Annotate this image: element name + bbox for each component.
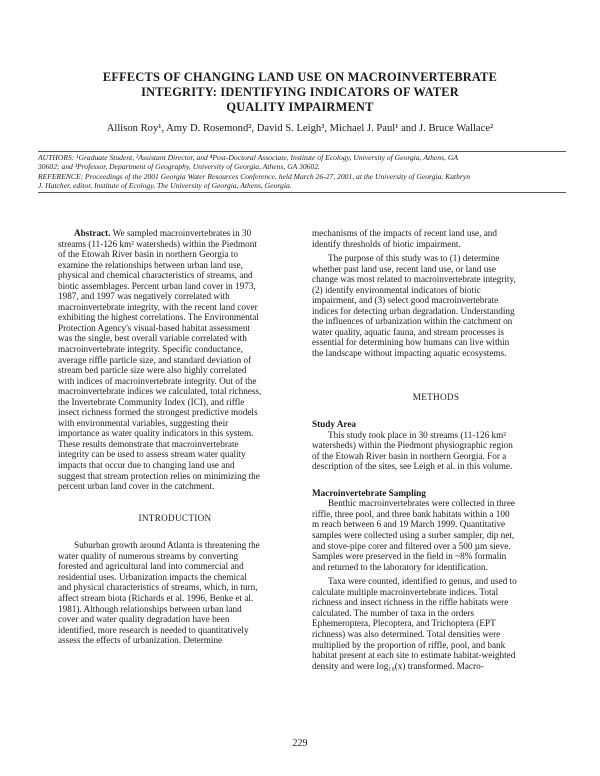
reference-line-1: Proceedings of the 2001 Georgia Water Resources Conference, held March 26-27, 2001, at the University of Georgia. Kathryn — [83, 171, 471, 181]
introduction-heading: INTRODUCTION — [138, 512, 212, 523]
study-area-line: of the Etowah River basin in northern Georgia. For a — [312, 450, 507, 461]
affiliation-line-1: ¹Graduate Student, ²Assistant Director, and ⁴Post-Doctoral Associate, Institute of Ecology, University of Georgia, Athens, GA — [74, 153, 458, 162]
abstract-line: with environmental variables, suggesting their — [58, 417, 229, 428]
abstract-line: stream bed particle size were also highly correlated — [58, 365, 247, 376]
author-list: Allison Roy¹, Amy D. Rosemond², David S. Leigh³, Michael J. Paul¹ and J. Bruce Wallace² — [106, 123, 494, 134]
abstract-line: integrity can be used to assess stream water quality — [58, 449, 246, 460]
abstract-line: macroinvertebrate integrity, with the recent land cover — [58, 301, 258, 312]
abstract-line: macroinvertebrate indices we calculated, total richness, — [58, 386, 262, 397]
purpose-line: change was most related to macroinvertebrate integrity, — [312, 274, 516, 285]
abstract-line: of the Etowah River basin in northern Georgia to — [58, 249, 238, 260]
introduction-line: water quality of numerous streams by converting — [58, 550, 239, 561]
page-number: 229 — [292, 738, 308, 749]
purpose-line: essential for determining how humans can live within — [312, 337, 510, 348]
study-area-line: watersheds) within the Piedmont physiographic region — [312, 440, 513, 451]
taxa-line: habitat present at each site to estimate habitat-weighted — [312, 650, 516, 661]
purpose-line: impairment, and (3) select good macroinvertebrate — [312, 295, 499, 306]
introduction-line: forested and agricultural land into commercial and — [58, 561, 244, 572]
authors-label: AUTHORS: — [38, 153, 75, 162]
reference-line-2: J. Hatcher, editor, Institute of Ecology, The University of Georgia, Athens, Georgia. — [38, 181, 292, 191]
affiliation-line-2: 30602; and ³Professor, Department of Geography, University of Georgia, Athens, GA 30602. — [38, 162, 320, 172]
abstract-label: Abstract. — [74, 228, 111, 238]
continued-paragraph — [312, 228, 560, 249]
study-area-paragraph — [312, 430, 560, 472]
purpose-line: whether past land use, recent land use, or land use — [312, 263, 496, 274]
purpose-line: the landscape without impacting aquatic ecosystems. — [312, 348, 507, 359]
title-line-1: EFFECTS OF CHANGING LAND USE ON MACROINVERTEBRATE — [102, 70, 498, 84]
taxa-line: Ephemeroptera, Plecoptera, and Trichoptera (EPT — [312, 618, 496, 629]
purpose-paragraph — [312, 253, 560, 358]
sampling-line: and stove-pipe corer and filtered over a 500 µm sieve. — [312, 540, 511, 551]
sampling-line: Samples were preserved in the field in ~8% formalin — [312, 551, 507, 562]
introduction-line: Suburban growth around Atlanta is threatening the — [74, 540, 260, 551]
right-column — [312, 228, 560, 671]
abstract-line: with indices of macroinvertebrate integrity. Out of the — [58, 375, 257, 386]
taxa-line: density and were log₁₀(x) transformed. Macro- — [312, 660, 484, 671]
methods-heading: METHODS — [412, 391, 460, 402]
study-area-heading: Study Area — [312, 419, 356, 430]
abstract-first-line — [58, 228, 292, 239]
abstract-line: insect richness formed the strongest predictive models — [58, 407, 258, 418]
introduction-line: 1981). Although relationships between urban land — [58, 603, 242, 614]
taxa-line: richness) was also determined. Total densities were — [312, 628, 501, 639]
taxa-line: calculate multiple macroinvertebrate indices. Total — [312, 586, 499, 597]
purpose-line: The purpose of this study was to (1) determine — [328, 253, 500, 264]
abstract-line: 1987, and 1997 was negatively correlated with — [58, 291, 230, 302]
abstract-line-text: We sampled macroinvertebrates in 30 — [110, 228, 252, 238]
affiliation-block — [38, 153, 568, 191]
abstract-line: average riffle particle size, and standard deviation of — [58, 354, 252, 365]
taxa-line: calculated. The number of taxa in the orders — [312, 607, 475, 618]
title-line-2: INTEGRITY: IDENTIFYING INDICATORS OF WATER — [141, 85, 459, 99]
continued-line: mechanisms of the impacts of recent land use, and — [312, 228, 497, 238]
abstract-line: impacts that occur due to changing land use and — [58, 460, 235, 471]
sampling-paragraph — [312, 498, 560, 572]
left-column — [58, 228, 292, 646]
title-line-3: QUALITY IMPAIRMENT — [226, 100, 374, 114]
purpose-line: water quality, aquatic fauna, and stream processes is — [312, 326, 505, 337]
header-rule-top — [38, 151, 566, 152]
abstract-line: percent urban land cover in the catchment. — [58, 481, 215, 492]
purpose-line: (2) identify environmental indicators of biotic — [312, 284, 481, 295]
introduction-line: residential uses. Urbanization impacts the chemical — [58, 571, 247, 582]
taxa-line: Taxa were counted, identified to genus, and used to — [328, 576, 517, 587]
abstract-line: These results demonstrate that macroinvertebrate — [58, 438, 239, 449]
paper-title — [60, 70, 540, 115]
taxa-line: multiplied by the proportion of riffle, pool, and bank — [312, 639, 506, 650]
abstract-line: the Invertebrate Community Index (ICI), and riffle — [58, 396, 245, 407]
sampling-line: Benthic macroinvertebrates were collected in three — [328, 498, 515, 509]
abstract-line: macroinvertebrate integrity. Specific conductance, — [58, 344, 243, 355]
abstract-line: was the single, best overall variable correlated with — [58, 333, 247, 344]
study-area-line: This study took place in 30 streams (11-126 km² — [328, 429, 506, 440]
sampling-line: riffle, three pool, and three bank habitats within a 100 — [312, 508, 510, 519]
reference-label: REFERENCE: — [38, 171, 84, 181]
introduction-line: affect stream biota (Richards et al. 1996, Benke et al. — [58, 592, 254, 603]
abstract-line: suggest that stream protection relies on minimizing the — [58, 470, 260, 481]
taxa-paragraph — [312, 576, 560, 671]
sampling-line: and returned to the laboratory for identification. — [312, 561, 488, 572]
abstract-line: exhibiting the highest correlations. The Environmental — [58, 312, 259, 323]
abstract-line: Protection Agency's visual-based habitat assessment — [58, 322, 250, 333]
purpose-line: indices for detecting urban degradation. Understanding — [312, 305, 515, 316]
sampling-heading: Macroinvertebrate Sampling — [312, 487, 426, 498]
abstract-line: biotic assemblages. Percent urban land cover in 1973, — [58, 280, 256, 291]
taxa-line: richness and insect richness in the riffle habitats were — [312, 597, 509, 608]
introduction-paragraph — [58, 540, 292, 645]
abstract-line: importance as water quality indicators in this system. — [58, 428, 254, 439]
abstract-line: streams (11-126 km² watersheds) within the Piedmont — [58, 238, 257, 249]
study-area-line: description of the sites, see Leigh et al. in this volume. — [312, 461, 513, 472]
sampling-line: m reach between 6 and 19 March 1999. Quantitative — [312, 519, 506, 530]
abstract-line: examine the relationships between urban land use, — [58, 259, 243, 270]
header-rule-bottom — [38, 192, 566, 193]
sampling-line: samples were collected using a surber sampler, dip net, — [312, 530, 515, 541]
introduction-line: identified, more research is needed to quantitatively — [58, 624, 249, 635]
introduction-line: cover and water quality degradation have been — [58, 614, 230, 625]
introduction-line: and physical characteristics of streams, which, in turn, — [58, 582, 258, 593]
abstract-line: physical and chemical characteristics of streams, and — [58, 270, 253, 281]
abstract-paragraph — [58, 228, 292, 492]
purpose-line: the influences of urbanization within the catchment on — [312, 316, 513, 327]
introduction-line: assess the effects of urbanization. Determine — [58, 635, 223, 646]
continued-line: identify thresholds of biotic impairment. — [312, 238, 461, 249]
